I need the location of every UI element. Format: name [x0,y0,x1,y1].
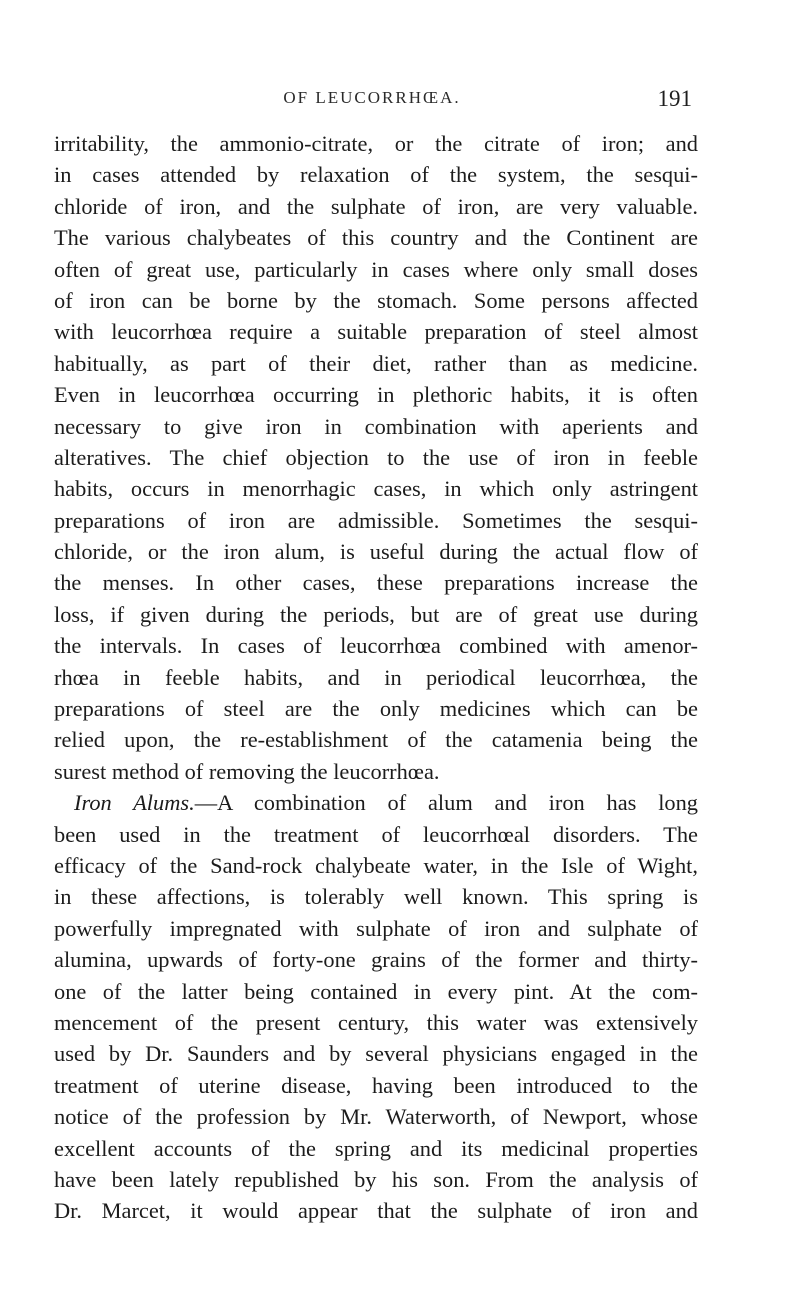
text-line: Even in leucorrhœa occurring in plethoric habits, it is often [54,382,698,408]
running-head: OF LEUCORRHŒA. [283,88,461,107]
text-line: rhœa in feeble habits, and in periodical leucorrhœa, the [54,664,698,690]
text-line: one of the latter being contained in every pint. At the com- [54,978,698,1004]
text-line: habitually, as part of their diet, rather than as medicine. [54,350,698,376]
text-line: powerfully impregnated with sulphate of iron and sulphate of [54,915,698,941]
text-line: with leucorrhœa require a suitable preparation of steel almost [54,319,698,345]
section-line [54,787,698,818]
text-line: Dr. Marcet, it would appear that the sulphate of iron and [54,1198,698,1224]
text-line: irritability, the ammonio-citrate, or the citrate of iron; and [54,131,698,156]
text-line: have been lately republished by his son. From the analysis of [54,1166,698,1192]
text-line: in these affections, is tolerably well known. This spring is [54,884,698,910]
text-line: of iron can be borne by the stomach. Some persons affected [54,287,698,313]
text-line: loss, if given during the periods, but are of great use during [54,601,698,627]
text-line: used by Dr. Saunders and by several physicians engaged in the [54,1041,698,1067]
text-line: efficacy of the Sand-rock chalybeate water, in the Isle of Wight, [54,852,698,878]
text-line: been used in the treatment of leucorrhœal disorders. The [54,821,698,847]
text-line: in cases attended by relaxation of the system, the sesqui- [54,162,698,188]
body-text [54,128,698,1227]
text-line: habits, occurs in menorrhagic cases, in which only astringent [54,476,698,502]
text-line: surest method of removing the leucorrhœa. [54,758,440,784]
text-line: the menses. In other cases, these preparations increase the [54,570,698,596]
text-line: necessary to give iron in combination with aperients and [54,413,698,439]
text-line: preparations of iron are admissible. Sometimes the sesqui- [54,507,698,533]
text-line: chloride of iron, and the sulphate of iron, are very valuable. [54,193,698,219]
page-header [52,86,692,116]
text-line: treatment of uterine disease, having been introduced to the [54,1072,698,1098]
text-line: mencement of the present century, this water was extensively [54,1009,698,1035]
text-line: alumina, upwards of forty-one grains of the former and thirty- [54,947,698,973]
text-line: The various chalybeates of this country and the Continent are [54,225,698,251]
text-line: relied upon, the re-establishment of the catamenia being the [54,727,698,753]
text-line: excellent accounts of the spring and its medicinal properties [54,1135,698,1161]
text-line: alteratives. The chief objection to the use of iron in feeble [54,444,698,470]
section-line-text: —A combination of alum and iron has long [194,790,698,816]
text-line: the intervals. In cases of leucorrhœa combined with amenor- [54,633,698,659]
text-line: notice of the profession by Mr. Waterworth, of Newport, whose [54,1104,698,1130]
page-number: 191 [657,86,692,111]
text-line: chloride, or the iron alum, is useful during the actual flow of [54,539,698,565]
text-line: often of great use, particularly in cases where only small doses [54,256,698,282]
section-heading: Iron Alums. [74,790,195,816]
text-line: preparations of steel are the only medicines which can be [54,696,698,722]
